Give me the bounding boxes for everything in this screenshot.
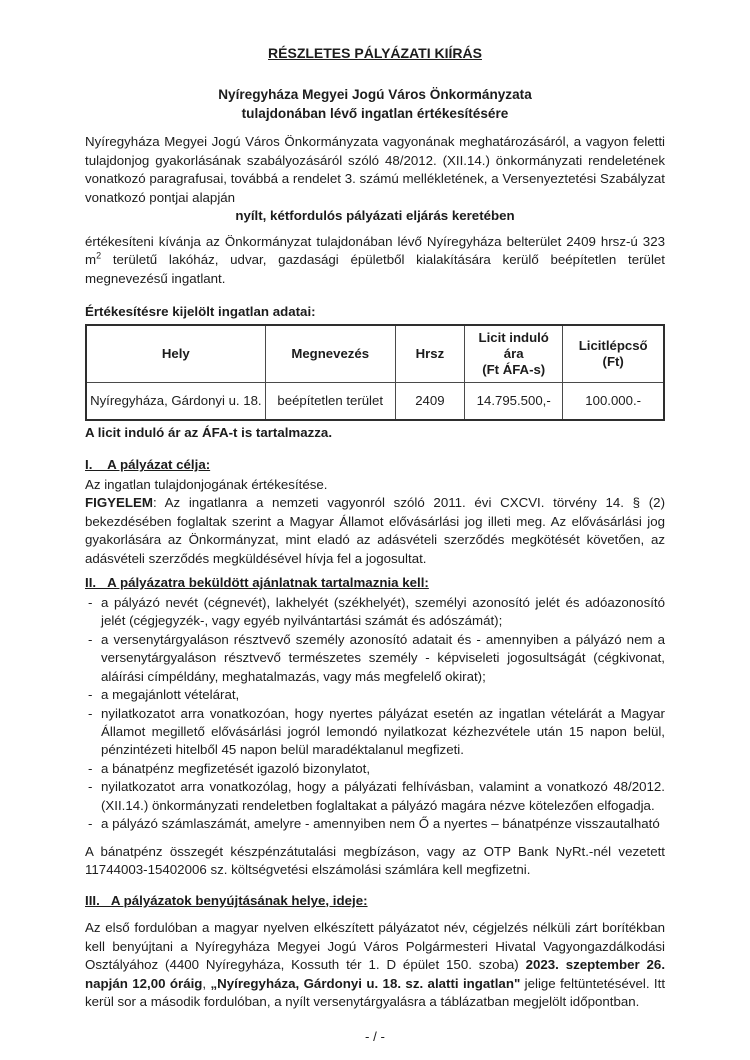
section-1-figyelem-paragraph: FIGYELEM: Az ingatlanra a nemzeti vagyonról szóló 2011. évi CXCVI. törvény 14. § (2) bekezdésében foglaltak szerint a Magyar Államot elővásárlási jog illeti meg. Az elővásárlási jog gyakorlására az Önkormányzat, mint eladó az adásvételi szerződés megkötését követően, az adásvételi szerződés megküldésével hívja fel a jogosultat.	[85, 495, 665, 566]
deposit-paragraph: A bánatpénz összegét készpénzátutalási megbízáson, vagy az OTP Bank NyRt.-nél vezetett 11744003-15402006 sz. költségvetési elszámolási számlára kell megfizetni.	[85, 843, 665, 878]
cell-licitlepcso: 100.000.-	[563, 382, 664, 420]
cell-hrsz: 2409	[395, 382, 464, 420]
intro-paragraph: Nyíregyháza Megyei Jogú Város Önkormányzata vagyonának meghatározásáról, a vagyon feletti tulajdonjog gyakorlásának szabályozásáról szóló 48/2012. (XII.14.) önkormányzati rendeletének vonatkozó paragrafusai, továbbá a rendelet 3. számú mellékletének, a Versenyeztetési Szabályzat vonatkozó pontjai alapján	[85, 134, 665, 205]
section-1-purpose-line: Az ingatlan tulajdonjogának értékesítése.	[85, 476, 328, 492]
document-subtitle	[85, 86, 665, 124]
section-1-heading: I. A pályázat célja:	[85, 457, 211, 473]
sale-text-pre: értékesíteni kívánja az Önkormányzat tulajdonában lévő Nyíregyháza belterület 2409 hrsz-ú 323 m	[85, 233, 665, 268]
procedure-line: nyílt, kétfordulós pályázati eljárás keretében	[235, 208, 515, 224]
requirement-item: - a pályázó számlaszámát, amelyre - amennyiben nem Ő a nyertes – bánatpénze visszautalható	[85, 815, 665, 833]
cell-megnevezes: beépítetlen terület	[265, 382, 395, 420]
cell-hely: Nyíregyháza, Gárdonyi u. 18.	[86, 382, 265, 420]
section-2-heading: II. A pályázatra beküldött ajánlatnak tartalmaznia kell:	[85, 575, 429, 591]
vat-note: A licit induló ár az ÁFA-t is tartalmazza.	[85, 424, 333, 440]
table-header-row	[86, 325, 664, 382]
table-header-hely: Hely	[86, 325, 265, 382]
square-meter-superscript: 2	[96, 250, 102, 261]
subtitle-line-1: Nyíregyháza Megyei Jogú Város Önkormányzata	[218, 87, 532, 103]
table-header-licit-indulo-ara: Licit induló ára (Ft ÁFA-s)	[465, 325, 563, 382]
requirement-list	[85, 594, 665, 834]
table-header-megnevezes: Megnevezés	[265, 325, 395, 382]
document-title: RÉSZLETES PÁLYÁZATI KIÍRÁS	[268, 45, 482, 61]
submission-paragraph: Az első fordulóban a magyar nyelven elkészített pályázatot név, cégjelzés nélküli zárt borítékban kell benyújtani a Nyíregyháza Megyei Jogú Város Polgármesteri Hivatal Vagyongazdálkodási Osztályához (4400 Nyíregyháza, Kossuth tér 1. D épület 150. szoba) 2023. szeptember 26. napján 12,00 óráig, „Nyíregyháza, Gárdonyi u. 18. sz. alatti ingatlan" jelige feltüntetésével. Itt kerül sor a második fordulóban, a nyílt versenytárgyalásra a táblázatban megjelölt időpontban.	[85, 920, 666, 1010]
cell-licit-indulo-ara: 14.795.500,-	[465, 382, 563, 420]
table-header-hrsz: Hrsz	[395, 325, 464, 382]
sale-text-post: területű lakóház, udvar, gazdasági épületből kialakítására kerülő beépítetlen terület megnevezésű ingatlant.	[85, 252, 665, 286]
page-footer-mark: - / -	[365, 1028, 385, 1044]
property-data-heading: Értékesítésre kijelölt ingatlan adatai:	[85, 303, 316, 319]
requirement-item: - nyilatkozatot arra vonatkozólag, hogy a pályázati felhívásban, valamint a vonatkozó 48/2012.(XII.14.) önkormányzati rendeletben foglaltakat a pályázó magára nézve kötelezően elfogadja.	[85, 778, 665, 815]
sale-paragraph	[85, 233, 665, 288]
requirement-item: - a bánatpénz megfizetését igazoló bizonylatot,	[85, 760, 665, 778]
table-row	[86, 382, 664, 420]
requirement-item: - a pályázó nevét (cégnevét), lakhelyét (székhelyét), személyi azonosító jelét és adóazonosító jelét (cégjegyzék-, vagy egyéb nyilvántartási számát és adószámát);	[85, 594, 665, 631]
property-table	[85, 324, 665, 421]
requirement-item: - a megajánlott vételárat,	[85, 686, 665, 704]
section-3-heading: III. A pályázatok benyújtásának helye, ideje:	[85, 892, 368, 908]
requirement-item: - a versenytárgyaláson résztvevő személy azonosító adatait és - amennyiben a pályázó nem a versenytárgyaláson résztvevő természetes személy - képviseleti jogosultságát (cégkivonat, aláírási címpéldány, meghatalmazás, vagy más megfelelő okirat);	[85, 631, 665, 686]
requirement-item: - nyilatkozatot arra vonatkozóan, hogy nyertes pályázat esetén az ingatlan vételárát a Magyar Államot megillető elővásárlási jogról lemondó nyilatkozat kézhezvétele után 15 napon belül, pénzintézeti hitelből 45 napon belül maradéktalanul megfizeti.	[85, 705, 665, 760]
table-header-licitlepcso: Licitlépcső (Ft)	[563, 325, 664, 382]
subtitle-line-2: tulajdonában lévő ingatlan értékesítésére	[241, 106, 509, 122]
